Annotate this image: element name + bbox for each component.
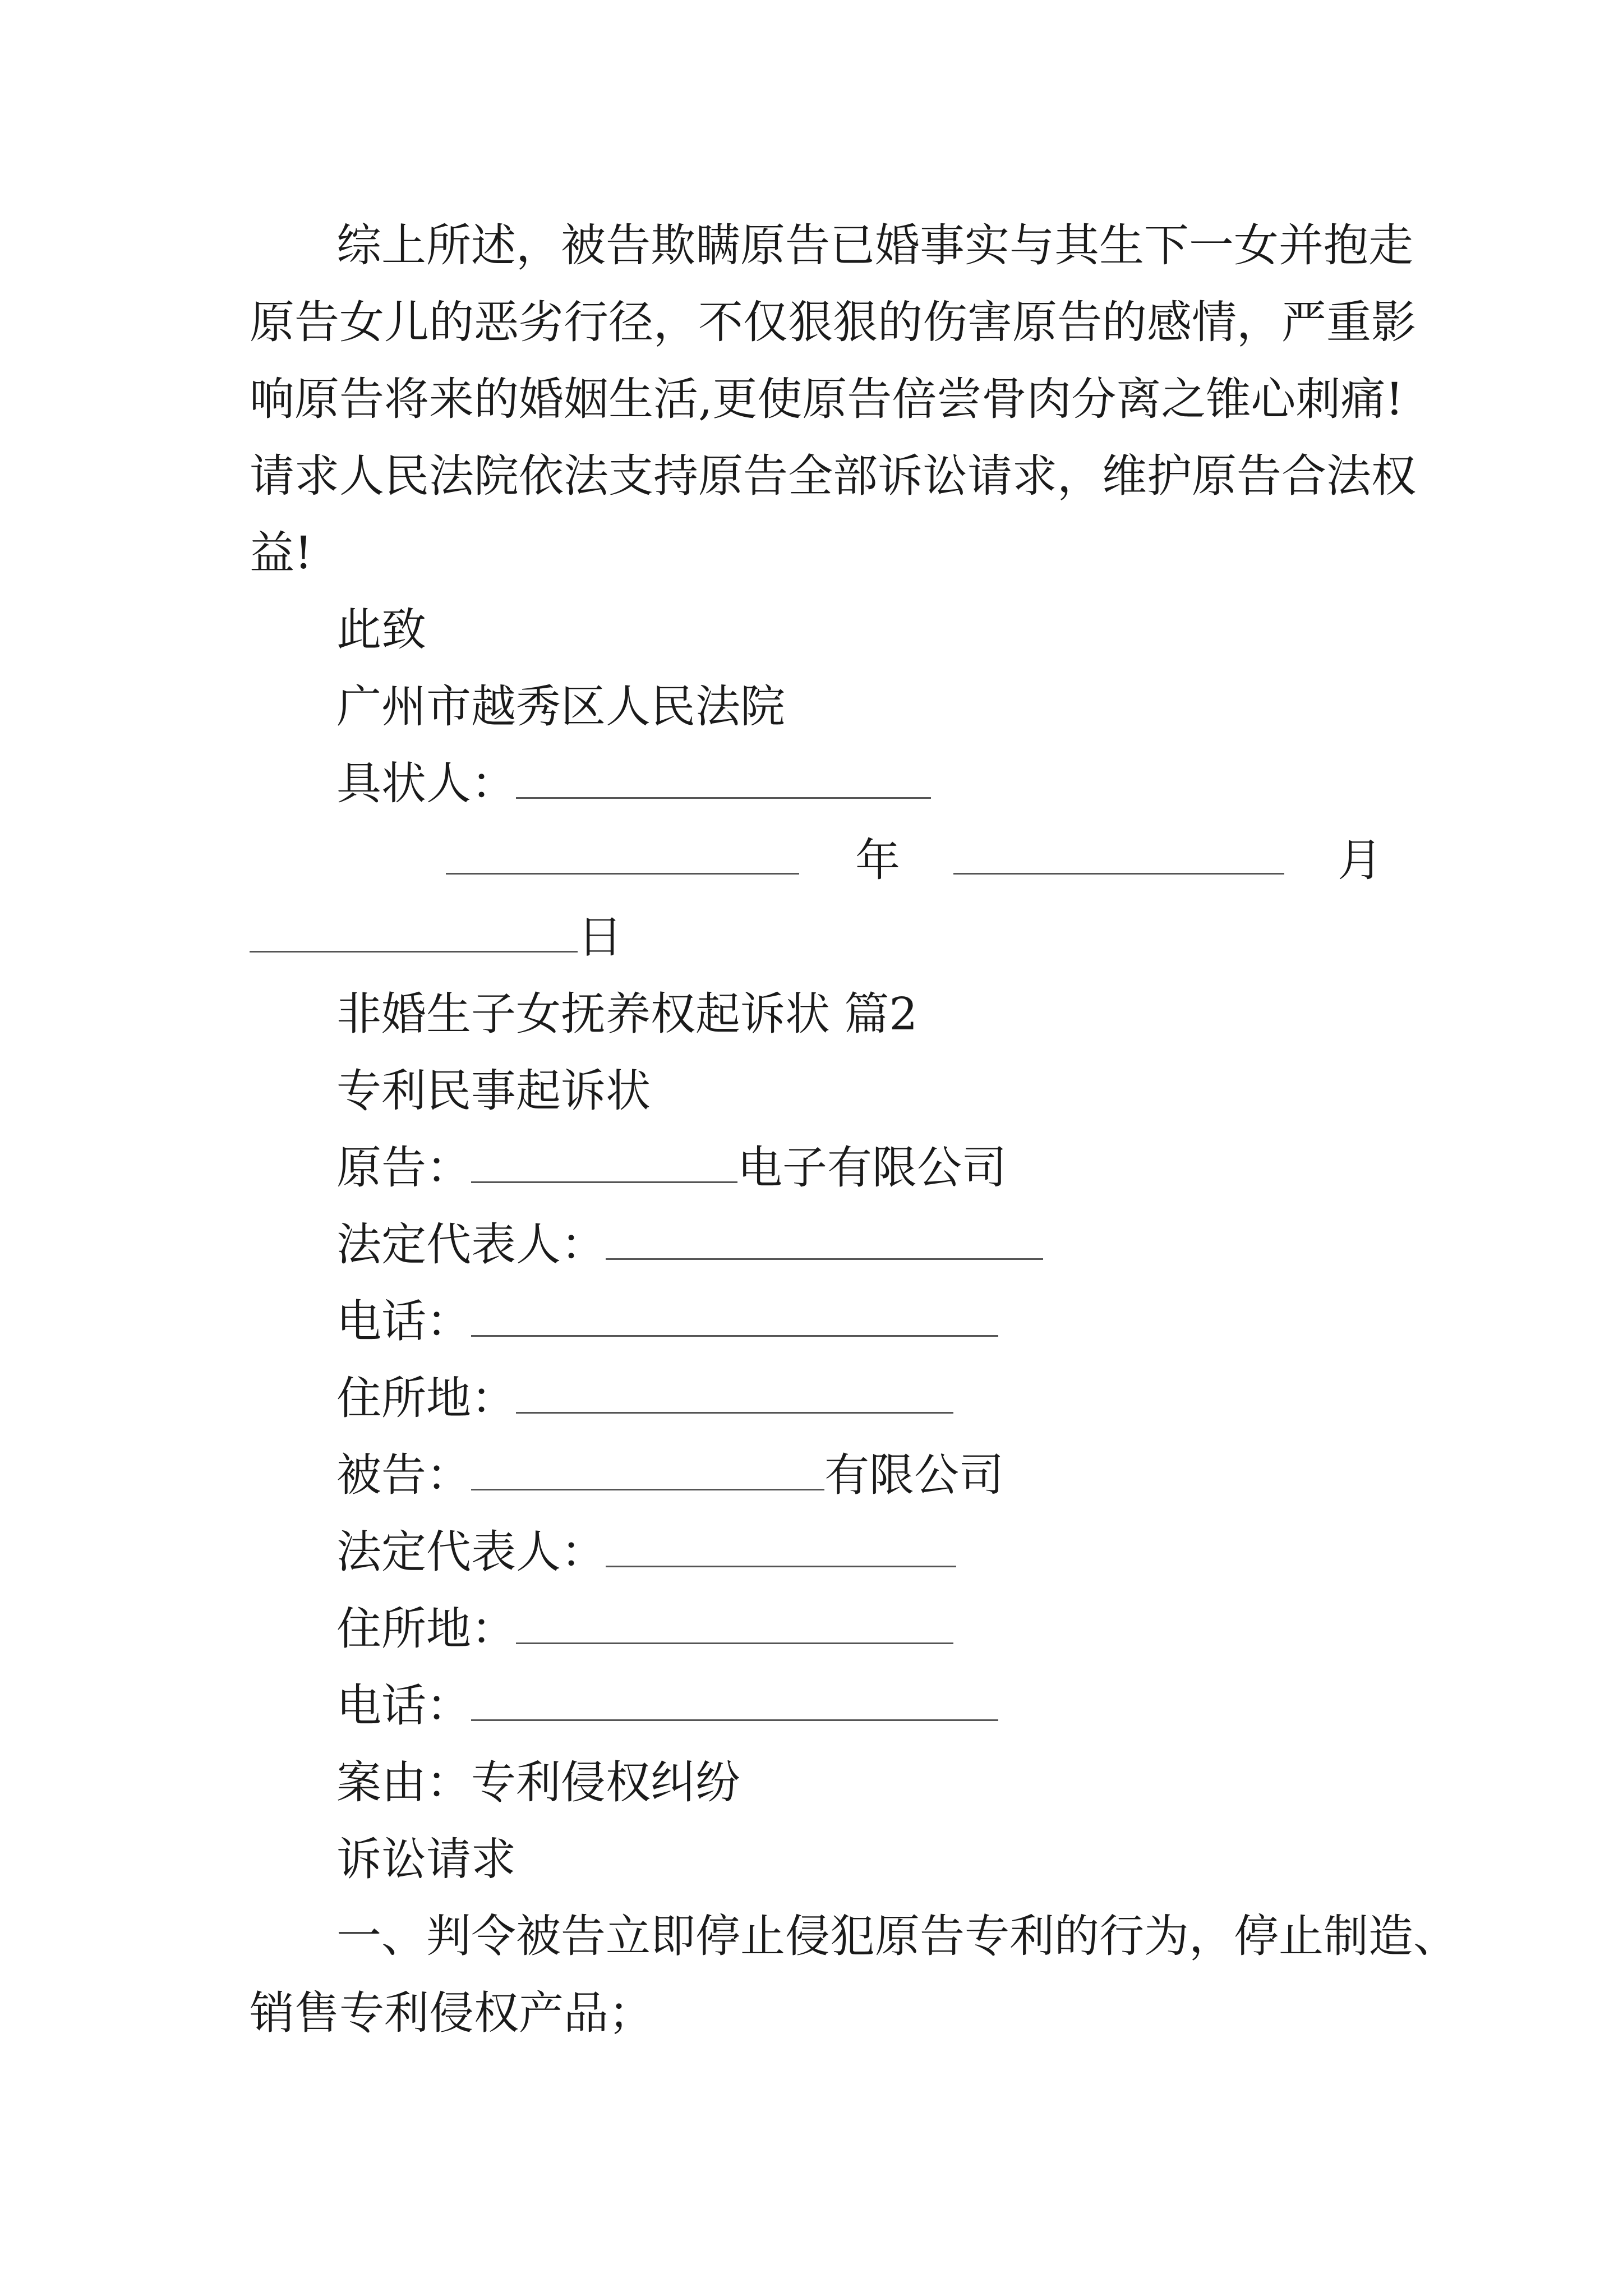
plaintiff-rep-label: 法定代表人： — [336, 1218, 606, 1271]
year-blank — [446, 873, 799, 875]
section-heading: 非婚生子女抚养权起诉状 篇2 — [336, 988, 918, 1040]
defendant-phone-label: 电话： — [336, 1680, 471, 1732]
defendant-suffix: 有限公司 — [824, 1449, 1004, 1501]
plaintiff-phone-row — [336, 1295, 998, 1347]
plaintiff-address-row — [336, 1372, 953, 1424]
claim-line: 销售专利侵权产品； — [250, 1987, 653, 2039]
plaintiff-blank — [471, 1176, 737, 1183]
claim-line: 一、判令被告立即停止侵犯原告专利的行为，停止制造、 — [336, 1910, 1458, 1962]
defendant-label: 被告： — [336, 1449, 471, 1501]
paragraph-line: 益! — [250, 527, 313, 579]
month-blank — [953, 873, 1284, 875]
month-label: 月 — [1338, 834, 1382, 886]
plaintiff-label: 原告： — [336, 1142, 471, 1194]
claims-heading: 诉讼请求 — [336, 1833, 516, 1885]
plaintiff-address-blank — [516, 1406, 953, 1414]
plaintiff-suffix: 电子有限公司 — [737, 1142, 1007, 1194]
signer-row — [336, 757, 931, 809]
paragraph-line: 响原告将来的婚姻生活,更使原告倍尝骨肉分离之锥心刺痛! — [250, 373, 1404, 425]
year-label: 年 — [855, 834, 900, 886]
defendant-address-label: 住所地： — [336, 1603, 516, 1655]
document-title: 专利民事起诉状 — [336, 1065, 651, 1117]
court-name: 广州市越秀区人民法院 — [336, 680, 785, 733]
defendant-blank — [471, 1483, 824, 1490]
signer-blank — [516, 792, 931, 799]
day-label: 日 — [578, 911, 623, 963]
defendant-address-blank — [516, 1637, 953, 1644]
plaintiff-row — [336, 1142, 1007, 1194]
plaintiff-address-label: 住所地： — [336, 1372, 516, 1424]
defendant-phone-row — [336, 1680, 998, 1732]
paragraph-line: 综上所述，被告欺瞒原告已婚事实与其生下一女并抱走 — [336, 219, 1413, 272]
paragraph-line: 原告女儿的恶劣行径，不仅狠狠的伤害原告的感情，严重影 — [250, 296, 1416, 348]
plaintiff-phone-label: 电话： — [336, 1295, 471, 1347]
defendant-address-row — [336, 1603, 953, 1655]
day-blank — [250, 945, 578, 953]
paragraph-line: 请求人民法院依法支持原告全部诉讼请求，维护原告合法权 — [250, 450, 1416, 502]
defendant-rep-label: 法定代表人： — [336, 1526, 606, 1578]
cause-of-action: 案由：专利侵权纠纷 — [336, 1756, 740, 1809]
plaintiff-rep-blank — [606, 1253, 1043, 1260]
day-row — [250, 911, 623, 963]
signer-label: 具状人： — [336, 757, 516, 809]
defendant-rep-blank — [606, 1560, 956, 1567]
plaintiff-rep-row — [336, 1218, 1043, 1271]
defendant-row — [336, 1449, 1004, 1501]
defendant-rep-row — [336, 1526, 956, 1578]
plaintiff-phone-blank — [471, 1329, 998, 1337]
salutation: 此致 — [336, 604, 426, 656]
defendant-phone-blank — [471, 1714, 998, 1721]
